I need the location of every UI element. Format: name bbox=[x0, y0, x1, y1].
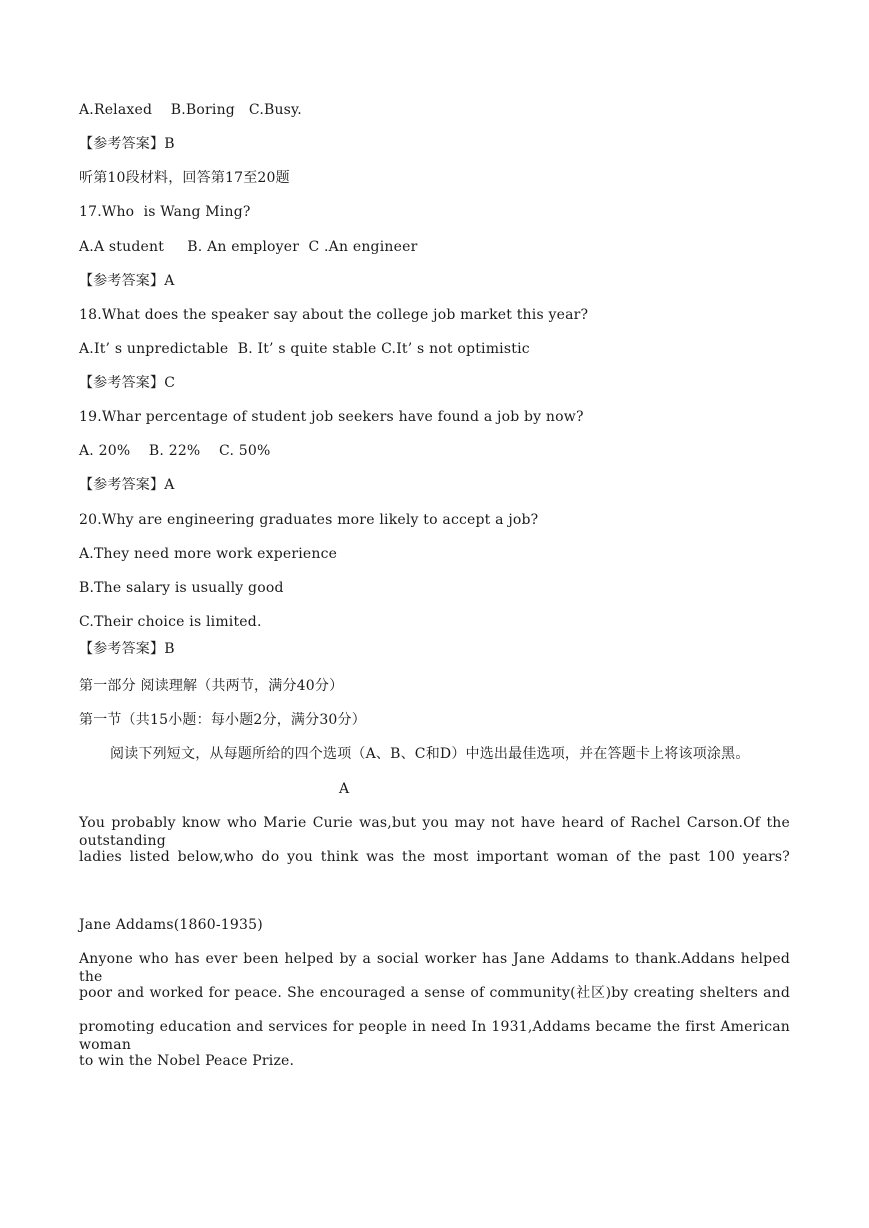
question-19: 19.Whar percentage of student job seekers have found a job by now? bbox=[79, 409, 584, 425]
passage-label: A bbox=[339, 781, 350, 797]
passage-intro-line-1: You probably know who Marie Curie was,but you may not have heard of Rachel Carson.Of the outstanding bbox=[79, 815, 790, 849]
q20-option-b: B.The salary is usually good bbox=[79, 580, 284, 596]
q18-options: A.It’ s unpredictable B. It’ s quite stable C.It’ s not optimistic bbox=[79, 341, 530, 357]
answer-20: 【参考答案】B bbox=[79, 641, 175, 657]
q20-option-c: C.Their choice is limited. bbox=[79, 614, 262, 630]
q20-option-a: A.They need more work experience bbox=[79, 546, 338, 562]
q17-options: A.A student B. An employer C .An engineer bbox=[79, 239, 418, 255]
question-18: 18.What does the speaker say about the college job market this year? bbox=[79, 307, 589, 323]
answer-17: 【参考答案】A bbox=[79, 273, 175, 289]
question-20: 20.Why are engineering graduates more likely to accept a job? bbox=[79, 512, 539, 528]
section-instruction-10: 听第10段材料，回答第17至20题 bbox=[79, 170, 290, 186]
part-heading: 第一部分 阅读理解（共两节，满分40分） bbox=[79, 678, 344, 694]
answer-16: 【参考答案】B bbox=[79, 136, 175, 152]
question-17: 17.Who is Wang Ming? bbox=[79, 204, 251, 220]
answer-19: 【参考答案】A bbox=[79, 477, 175, 493]
addams-paragraph-line-2: poor and worked for peace. She encouraged a sense of community(社区)by creating shelters and bbox=[79, 985, 790, 1001]
passage-intro-line-2: ladies listed below,who do you think was the most important woman of the past 100 years? bbox=[79, 849, 790, 865]
answer-18: 【参考答案】C bbox=[79, 375, 176, 391]
addams-paragraph-line-1: Anyone who has ever been helped by a social worker has Jane Addams to thank.Addans helped the bbox=[79, 951, 790, 985]
q16-options: A.Relaxed B.Boring C.Busy. bbox=[79, 102, 302, 118]
addams-paragraph-line-4: to win the Nobel Peace Prize. bbox=[79, 1053, 295, 1069]
q19-options: A. 20% B. 22% C. 50% bbox=[79, 443, 271, 459]
addams-paragraph-line-3: promoting education and services for people in need In 1931,Addams became the first American woman bbox=[79, 1019, 790, 1053]
reading-instruction: 阅读下列短文，从每题所给的四个选项（A、B、C和D）中选出最佳选项，并在答题卡上将该项涂黑。 bbox=[110, 746, 750, 762]
section-heading: 第一节（共15小题：每小题2分，满分30分） bbox=[79, 712, 366, 728]
subheading-jane-addams: Jane Addams(1860-1935) bbox=[79, 917, 263, 933]
